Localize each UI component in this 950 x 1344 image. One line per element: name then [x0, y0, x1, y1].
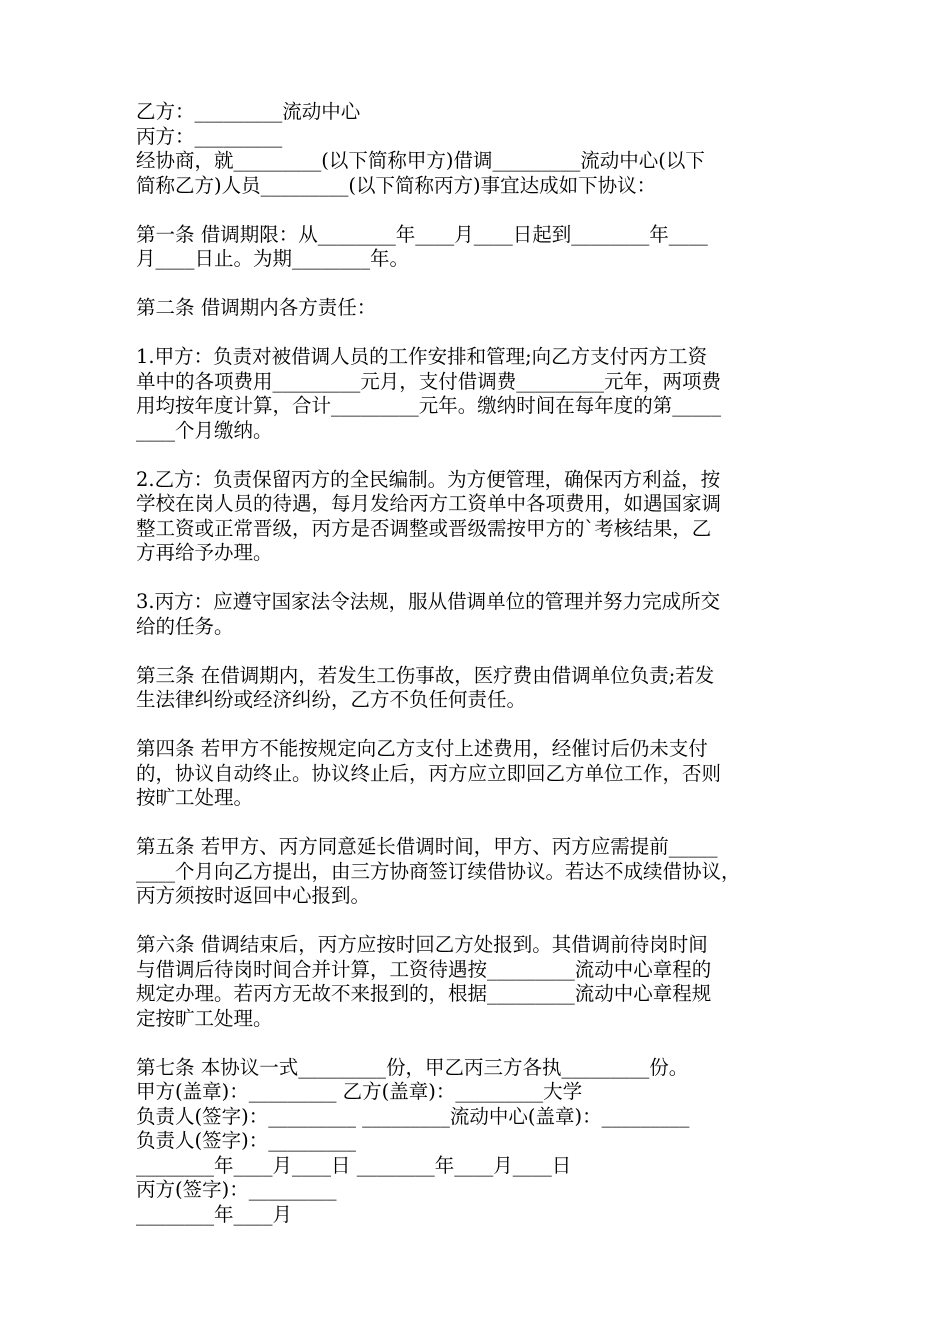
text-line: 2.乙方：负责保留丙方的全民编制。为方便管理，确保丙方利益，按	[136, 467, 721, 491]
blank-line	[136, 198, 826, 223]
agreement-document	[136, 100, 826, 1227]
text-line: 方再给予办理。	[136, 541, 273, 564]
text-line: 整工资或正常晋级，丙方是否调整或晋级需按甲方的`考核结果，乙	[136, 516, 712, 540]
text-line: 负责人(签字)：_________	[136, 1129, 356, 1152]
text-line: ________年____月____日 ________年____月____日	[136, 1153, 572, 1177]
blank-line	[136, 811, 826, 836]
text-line: 1.甲方：负责对被借调人员的工作安排和管理;向乙方支付丙方工资	[136, 345, 708, 368]
text-line: 生法律纠纷或经济纠纷，乙方不负任何责任。	[136, 688, 527, 711]
text-line: 甲方(盖章)：_________ 乙方(盖章)：_________大学	[136, 1080, 583, 1103]
text-line: 第四条 若甲方不能按规定向乙方支付上述费用，经催讨后仍未支付	[136, 737, 708, 760]
text-line: 丙方须按时返回中心报到。	[136, 884, 371, 907]
text-line: 第二条 借调期内各方责任：	[136, 296, 377, 319]
text-line: 规定办理。若丙方无故不来报到的，根据_________流动中心章程规	[136, 982, 712, 1005]
text-line: 负责人(签字)：_________ _________流动中心(盖章)：_________	[136, 1104, 690, 1128]
text-line: 学校在岗人员的待遇，每月发给丙方工资单中各项费用，如遇国家调	[136, 492, 722, 515]
text-line: 第七条 本协议一式_________份，甲乙丙三方各执_________份。	[136, 1055, 689, 1079]
text-line: 3.丙方：应遵守国家法令法规，服从借调单位的管理并努力完成所交	[136, 590, 721, 613]
blank-line	[136, 639, 826, 664]
text-line: 经协商，就_________(以下简称甲方)借调_________流动中心(以下	[136, 149, 705, 172]
text-line: 第三条 在借调期内，若发生工伤事故，医疗费由借调单位负责;若发	[136, 663, 715, 687]
blank-line	[136, 909, 826, 934]
text-line: 单中的各项费用_________元月，支付借调费_________元年，两项费	[136, 369, 722, 393]
text-line: ____个月缴纳。	[136, 418, 273, 442]
text-line: ____个月向乙方提出，由三方协商签订续借协议。若达不成续借协议，	[136, 859, 741, 883]
text-line: 定按旷工处理。	[136, 1006, 273, 1030]
text-line: 第五条 若甲方、丙方同意延长借调时间，甲方、丙方应需提前_____	[136, 835, 718, 858]
blank-line	[136, 321, 826, 346]
text-line: 乙方：_________流动中心	[136, 100, 361, 123]
text-line: 丙方：_________	[136, 124, 283, 148]
text-line: 的，协议自动终止。协议终止后，丙方应立即回乙方单位工作，否则	[136, 761, 722, 785]
text-line: 按旷工处理。	[136, 786, 254, 809]
blank-line	[136, 713, 826, 738]
text-line: 给的任务。	[136, 614, 234, 638]
blank-line	[136, 566, 826, 591]
text-line: 丙方(签字)：_________	[136, 1178, 337, 1201]
blank-line	[136, 272, 826, 297]
text-line: 第六条 借调结束后，丙方应按时回乙方处报到。其借调前待岗时间	[136, 933, 708, 956]
blank-line	[136, 443, 826, 468]
text-line: 月____日止。为期________年。	[136, 247, 410, 270]
text-line: 第一条 借调期限：从________年____月____日起到________年____	[136, 222, 708, 246]
text-line: ________年____月	[136, 1202, 293, 1226]
text-line: 与借调后待岗时间合并计算，工资待遇按_________流动中心章程的	[136, 957, 712, 981]
blank-line	[136, 1031, 826, 1056]
text-line: 用均按年度计算，合计_________元年。缴纳时间在每年度的第_____	[136, 394, 722, 417]
text-line: 简称乙方)人员_________(以下简称丙方)事宜达成如下协议：	[136, 173, 657, 197]
